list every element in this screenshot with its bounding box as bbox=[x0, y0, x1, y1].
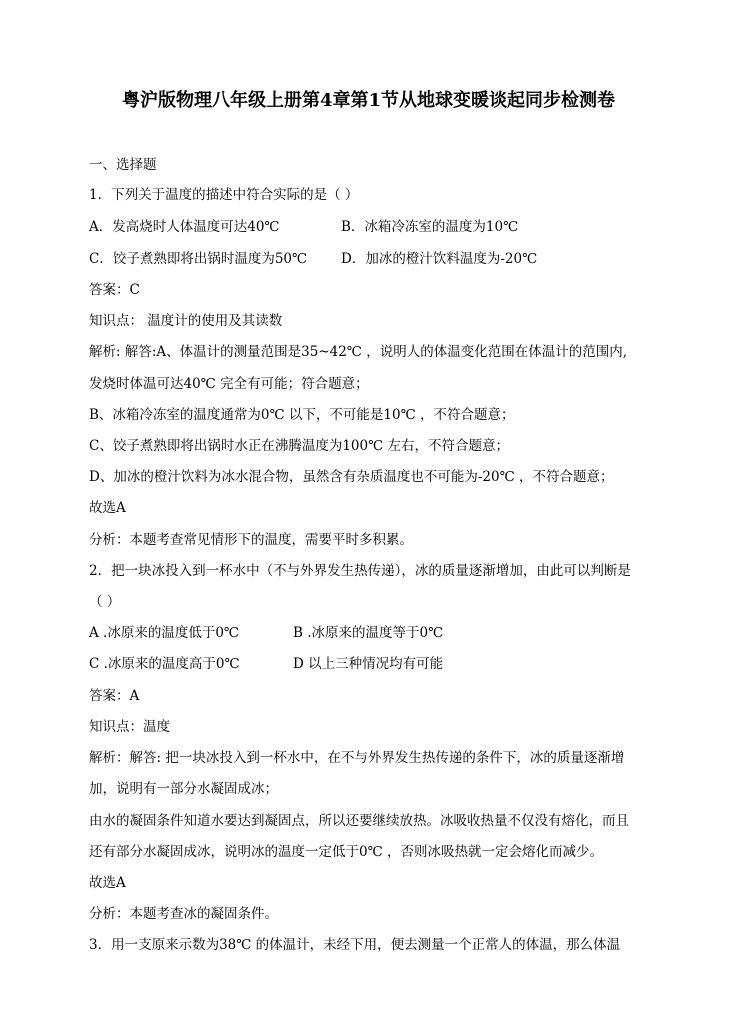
q1-option-a: A．发高烧时人体温度可达40℃ bbox=[89, 219, 280, 235]
q2-option-d: D 以上三种情况均有可能 bbox=[293, 656, 444, 672]
q2-option-b: B .冰原来的温度等于0℃ bbox=[293, 625, 444, 641]
q1-option-d: D．加冰的橙汁饮料温度为-20℃ bbox=[341, 251, 538, 267]
q2-analysis-line: 故选A bbox=[89, 875, 126, 891]
q1-option-b: B．冰箱冷冻室的温度为10℃ bbox=[341, 219, 519, 235]
q2-option-c: C .冰原来的温度高于0℃ bbox=[89, 656, 240, 672]
q2-option-a: A .冰原来的温度低于0℃ bbox=[89, 625, 240, 641]
q1-analysis-line: B、冰箱冷冻室的温度通常为0℃ 以下，不可能是10℃ ，不符合题意； bbox=[89, 407, 515, 423]
q3-stem: 3．用一支原来示数为38℃ 的体温计，未经下用，便去测量一个正常人的体温，那么体温 bbox=[89, 937, 621, 953]
q2-summary: 分析：本题考查冰的凝固条件。 bbox=[89, 906, 278, 922]
q2-analysis-line: 由水的凝固条件知道水要达到凝固点，所以还要继续放热。冰吸收热量不仅没有熔化，而且 bbox=[89, 813, 629, 829]
q1-answer: 答案：C bbox=[89, 282, 140, 298]
q1-option-c: C．饺子煮熟即将出锅时温度为50℃ bbox=[89, 251, 308, 267]
q1-knowledge: 知识点： 温度计的使用及其读数 bbox=[89, 313, 283, 329]
q1-analysis-line: D、加冰的橙汁饮料为冰水混合物，虽然含有杂质温度也不可能为-20℃ ，不符合题意； bbox=[89, 469, 614, 485]
q2-answer: 答案：A bbox=[89, 688, 140, 704]
q1-analysis-line: 故选A bbox=[89, 500, 126, 516]
q2-analysis-line: 还有部分水凝固成冰，说明冰的温度一定低于0℃ ，否则冰吸热就一定会熔化而减少。 bbox=[89, 844, 603, 860]
q1-analysis-line: C、饺子煮熟即将出锅时水正在沸腾温度为100℃ 左右，不符合题意； bbox=[89, 438, 509, 454]
q2-analysis-line: 解析：解答: 把一块冰投入到一杯水中，在不与外界发生热传递的条件下，冰的质量逐渐增 bbox=[89, 750, 625, 766]
q2-knowledge: 知识点：温度 bbox=[89, 719, 170, 735]
q1-summary: 分析：本题考查常见情形下的温度，需要平时多积累。 bbox=[89, 532, 413, 548]
q1-stem: 1．下列关于温度的描述中符合实际的是（ ） bbox=[89, 187, 359, 203]
q1-analysis-line: 发烧时体温可达40℃ 完全有可能；符合题意； bbox=[89, 376, 369, 392]
section-heading: 一、选择题 bbox=[89, 157, 157, 173]
page-title: 粤沪版物理八年级上册第4章第1节从地球变暖谈起同步检测卷 bbox=[121, 90, 616, 111]
q2-analysis-line: 加，说明有一部分水凝固成冰； bbox=[89, 781, 278, 797]
q1-analysis-line: 解析: 解答:A、体温计的测量范围是35~42℃ ，说明人的体温变化范围在体温计的范围内, bbox=[89, 344, 627, 360]
q2-stem-blank: （ ） bbox=[89, 594, 121, 610]
q2-stem: 2．把一块冰投入到一杯水中（不与外界发生热传递），冰的质量逐渐增加，由此可以判断是 bbox=[89, 563, 631, 579]
